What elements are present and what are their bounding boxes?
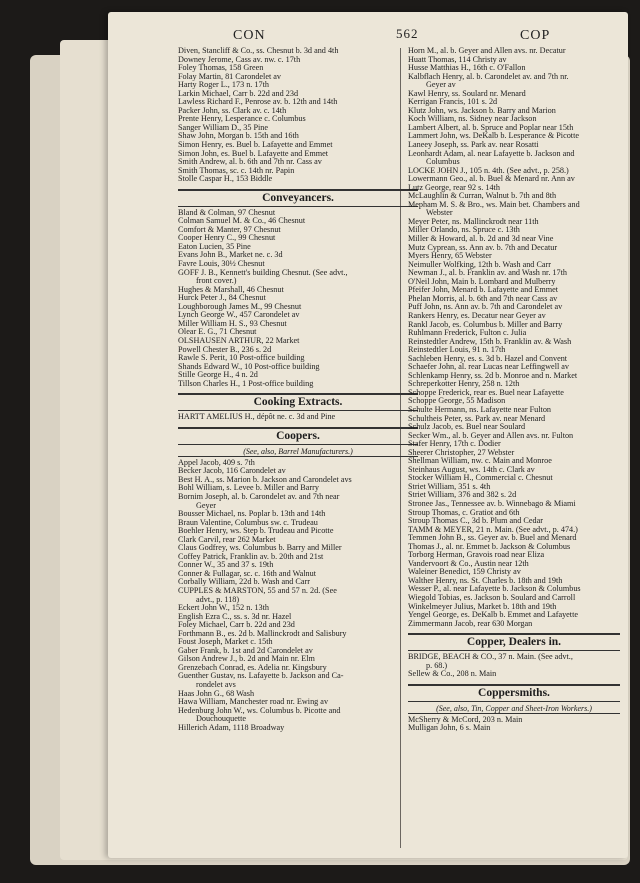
- directory-entry: Walther Henry, ns. St. Charles b. 18th and 19th: [408, 576, 563, 585]
- directory-entry: Conner & Fullagar, sc. c. 16th and Walnut: [178, 569, 317, 578]
- directory-entry: Bohl William, s. Levee b. Miller and Barry: [178, 484, 319, 493]
- directory-entry: Favre Louis, 30½ Chesnut: [178, 260, 265, 269]
- directory-entry: Lawless Richard F., Penrose av. b. 12th and 14th: [178, 98, 338, 107]
- directory-entry: Eaton Lucien, 35 Pine: [178, 242, 251, 251]
- directory-entry: Husse Matthias H., 16th c. O'Fallon: [408, 64, 526, 73]
- directory-entry: Becker Jacob, 116 Carondelet av: [178, 467, 286, 476]
- directory-entry: Horn M., al. b. Geyer and Allen avs. nr. Decatur: [408, 47, 566, 55]
- directory-entry: Prente Henry, Lesperance c. Columbus: [178, 115, 306, 124]
- directory-entry: Ruhlmann Frederick, Fulton c. Julia: [408, 329, 527, 338]
- directory-entry: Winkelmeyer Julius, Market b. 18th and 19th: [408, 602, 557, 611]
- directory-entry: Newman J., al. b. Franklin av. and Wash nr. 17th: [408, 269, 567, 278]
- section-title-coopers: Coopers.: [178, 427, 418, 445]
- directory-entry: Secker Wm., al. b. Geyer and Allen avs. nr. Fulton: [408, 431, 574, 440]
- directory-entry: Shaw John, Morgan b. 15th and 16th: [178, 132, 299, 141]
- right-column: [408, 47, 620, 733]
- section-title-conveyancers: Conveyancers.: [178, 189, 418, 207]
- directory-entry: Stolle Caspar H., 153 Biddle: [178, 175, 273, 184]
- directory-entry: Leonhardt Adam, al. near Lafayette b. Jackson and: [408, 149, 575, 158]
- directory-entry: Temmen John B., ss. Geyer av. b. Buel and Menard: [408, 534, 577, 543]
- directory-entry: Stroup Thomas, c. Gratiot and 6th: [408, 508, 520, 517]
- directory-entry: Gaber Frank, b. 1st and 2d Carondelet av: [178, 646, 313, 655]
- directory-entry: Eckert John W., 152 n. 13th: [178, 604, 269, 613]
- directory-entry: Bousser Michael, ns. Poplar b. 13th and 14th: [178, 510, 326, 519]
- directory-entry: Douchouquette: [196, 715, 247, 724]
- directory-entry: Foley Michael, Carr b. 22d and 23d: [178, 621, 295, 630]
- directory-entry: Best H. A., ss. Marion b. Jackson and Carondelet avs: [178, 475, 352, 484]
- directory-entry: Rankers Henry, es. Decatur near Geyer av: [408, 311, 546, 320]
- list-block: [408, 716, 620, 733]
- directory-entry: Guenther Gustav, ns. Lafayette b. Jackson and Ca-: [178, 672, 344, 681]
- list-block: [408, 653, 620, 679]
- directory-entry: GOFF J. B., Kennett's building Chesnut. (See advt.,: [178, 268, 348, 277]
- list-block: [178, 47, 418, 184]
- page-number: 562: [396, 26, 419, 41]
- directory-entry: LOCKE JOHN J., 105 n. 4th. (See advt., p. 258.): [408, 166, 569, 175]
- section-subtitle-coppersmiths: (See, also, Tin, Copper and Sheet-Iron Workers.): [408, 704, 620, 714]
- running-header: [108, 22, 628, 48]
- directory-entry: Downey Jerome, Cass av. nw. c. 17th: [178, 55, 301, 64]
- directory-entry: Webster: [426, 209, 453, 218]
- directory-entry: Thomas J., al. nr. Emmet b. Jackson & Columbus: [408, 542, 571, 551]
- directory-entry: Shands Edward W., 10 Post-office building: [178, 362, 320, 371]
- section-title-cooking-extracts: Cooking Extracts.: [178, 393, 418, 411]
- directory-entry: Hillerich Adam, 1118 Broadway: [178, 723, 285, 732]
- directory-entry: Miller William H. S., 93 Chesnut: [178, 319, 287, 328]
- directory-entry: Striet William, 376 and 382 s. 2d: [408, 491, 517, 500]
- directory-entry: Loughborough James M., 99 Chesnut: [178, 302, 302, 311]
- directory-entry: Stafer Henry, 17th c. Dodier: [408, 440, 501, 449]
- section-title-coppersmiths: Coppersmiths.: [408, 684, 620, 702]
- directory-entry: Schulz Jacob, es. Buel near Soulard: [408, 423, 526, 432]
- directory-entry: Stocker William H., Commercial c. Chesnut: [408, 474, 553, 483]
- directory-entry: Meyer Peter, ns. Mallinckrodt near 11th: [408, 217, 539, 226]
- directory-entry: TAMM & MEYER, 21 n. Main. (See advt., p. 474.): [408, 525, 578, 534]
- directory-entry: p. 68.): [426, 661, 448, 670]
- directory-entry: Cooper Henry C., 99 Chesnut: [178, 234, 276, 243]
- directory-entry: Geyer av: [426, 81, 456, 90]
- directory-entry: Simon John, es. Buel b. Lafayette and Emmet: [178, 149, 329, 158]
- directory-entry: Sheerer Christopher, 27 Webster: [408, 448, 515, 457]
- directory-entry: Powell Chester B., 236 s. 2d: [178, 345, 272, 354]
- directory-entry: Lynch George W., 457 Carondelet av: [178, 311, 300, 320]
- directory-entry: Foley Thomas, 158 Green: [178, 64, 264, 73]
- directory-entry: Neimuller Wolfking, 12th b. Wash and Carr: [408, 260, 551, 269]
- directory-entry: Stronee Jas., Tennessee av. b. Winnebago & Miami: [408, 499, 576, 508]
- directory-entry: Sachleben Henry, es. s. 3d b. Hazel and Convent: [408, 354, 568, 363]
- directory-entry: Simon Henry, es. Buel b. Lafayette and Emmet: [178, 141, 333, 150]
- directory-entry: Appel Jacob, 409 s. 7th: [178, 458, 255, 467]
- directory-entry: Miller & Howard, al. b. 2d and 3d near Vine: [408, 235, 554, 244]
- directory-entry: Puff John, ns. Ann av. b. 7th and Carondelet av: [408, 303, 563, 312]
- directory-entry: Schaefer John, al. rear Lucas near Leffingwell av: [408, 363, 570, 372]
- directory-entry: Columbus: [426, 158, 460, 167]
- directory-entry: Mulligan John, 6 s. Main: [408, 724, 491, 733]
- directory-page: [108, 12, 628, 858]
- directory-entry: Tillson Charles H., 1 Post-office building: [178, 379, 314, 388]
- directory-entry: Myers Henry, 65 Webster: [408, 252, 492, 261]
- directory-entry: OLSHAUSEN ARTHUR, 22 Market: [178, 336, 300, 345]
- directory-entry: Evans John B., Market ne. c. 3d: [178, 251, 283, 260]
- directory-entry: Lutz George, rear 92 s. 14th: [408, 183, 500, 192]
- directory-entry: Rankl Jacob, es. Columbus b. Miller and Barry: [408, 320, 563, 329]
- list-block: [178, 413, 418, 422]
- directory-entry: Schoppe George, 55 Madison: [408, 397, 506, 406]
- section-subtitle-coopers: (See, also, Barrel Manufacturers.): [178, 447, 418, 457]
- directory-entry: Grenzebach Conrad, es. Adelia nr. Kingsbury: [178, 663, 327, 672]
- directory-entry: Torborg Herman, Gravois road near Eliza: [408, 551, 545, 560]
- directory-entry: Waleiner Benedict, 159 Christy av: [408, 568, 521, 577]
- directory-entry: Sellew & Co., 208 n. Main: [408, 670, 497, 679]
- directory-entry: rondelet avs: [196, 681, 236, 689]
- directory-entry: Packer John, ss. Clark av. c. 14th: [178, 106, 287, 115]
- directory-entry: Geyer: [196, 501, 217, 510]
- section-title-copper-dealers: Copper, Dealers in.: [408, 633, 620, 651]
- directory-entry: Rawle S. Perit, 10 Post-office building: [178, 354, 305, 363]
- directory-entry: Shellman William, nw. c. Main and Monroe: [408, 457, 552, 466]
- directory-entry: BRIDGE, BEACH & CO., 37 n. Main. (See advt.,: [408, 653, 573, 662]
- list-block: [178, 209, 418, 388]
- directory-entry: CUPPLES & MARSTON, 55 and 57 n. 2d. (See: [178, 586, 337, 595]
- directory-entry: Conner W., 35 and 37 s. 19th: [178, 561, 274, 570]
- directory-entry: Stille George H., 4 n. 2d: [178, 371, 258, 380]
- directory-entry: Lowermann Geo., al. b. Buel & Menard nr. Ann av: [408, 175, 575, 184]
- directory-entry: McSherry & McCord, 203 n. Main: [408, 715, 523, 724]
- directory-entry: Sanger William D., 35 Pine: [178, 123, 269, 132]
- directory-entry: Bornim Joseph, al. b. Carondelet av. and 7th near: [178, 492, 340, 501]
- directory-entry: Claus Godfrey, ws. Columbus b. Barry and Miller: [178, 544, 342, 553]
- list-block: [178, 459, 418, 733]
- directory-entry: Hurck Peter J., 84 Chesnut: [178, 294, 266, 303]
- left-column: [178, 47, 418, 732]
- directory-entry: Striet William, 351 s. 4th: [408, 482, 491, 491]
- directory-entry: advt., p. 118): [196, 595, 240, 604]
- directory-entry: Foust Joseph, Market c. 15th: [178, 638, 273, 647]
- directory-entry: Huatt Thomas, 114 Christy av: [408, 55, 507, 64]
- directory-entry: front cover.): [196, 277, 237, 286]
- directory-entry: Wiegold Tobias, es. Jackson b. Soulard and Carroll: [408, 594, 576, 602]
- directory-entry: Colman Samuel M. & Co., 46 Chesnut: [178, 217, 306, 226]
- directory-entry: Schoppe Frederick, rear es. Buel near Lafayette: [408, 388, 564, 397]
- directory-entry: Schreperkotter Henry, 258 n. 12th: [408, 380, 520, 389]
- directory-entry: Miller Orlando, ns. Spruce c. 13th: [408, 226, 520, 235]
- directory-entry: Schulte Hermann, ns. Lafayette near Fulton: [408, 405, 552, 414]
- directory-entry: Hawa William, Manchester road nr. Ewing av: [178, 698, 329, 707]
- directory-entry: Schlenkamp Henry, ss. 2d b. Monroe and n. Market: [408, 371, 578, 380]
- directory-entry: Pfeifer John, Menard b. Lafayette and Emmet: [408, 286, 559, 295]
- directory-entry: Braun Valentine, Columbus sw. c. Trudeau: [178, 518, 318, 527]
- directory-entry: Schultheis Peter, ss. Park av. near Menard: [408, 414, 546, 423]
- directory-entry: Larkin Michael, Carr b. 22d and 23d: [178, 89, 299, 98]
- directory-entry: McLaughlin & Curran, Walnut b. 7th and 8th: [408, 192, 557, 201]
- directory-entry: Kerrigan Francis, 101 s. 2d: [408, 98, 498, 107]
- directory-entry: Klutz John, ws. Jackson b. Barry and Marion: [408, 106, 556, 115]
- directory-entry: Vandervoort & Co., Austin near 12th: [408, 559, 529, 568]
- directory-entry: HARTT AMELIUS H., dépôt ne. c. 3d and Pine: [178, 413, 336, 422]
- directory-entry: Diven, Stancliff & Co., ss. Chesnut b. 3d and 4th: [178, 47, 339, 55]
- directory-entry: Kalbflach Henry, al. b. Carondelet av. and 7th nr.: [408, 72, 569, 81]
- directory-entry: Coffey Patrick, Franklin av. b. 20th and 21st: [178, 552, 324, 561]
- directory-entry: Olear E. G., 71 Chesnut: [178, 328, 257, 337]
- directory-entry: English Ezra C., ss. s. 3d nr. Hazel: [178, 612, 292, 621]
- directory-entry: Reinstedtler Louis, 91 n. 17th: [408, 346, 506, 355]
- header-left: CON: [233, 28, 266, 43]
- directory-entry: Boehler Henry, ws. Step b. Trudeau and Picotte: [178, 527, 334, 536]
- directory-entry: Wesser P., al. near Lafayette b. Jackson & Columbus: [408, 585, 581, 594]
- directory-entry: Lammert John, ws. DeKalb b. Lesperance & Picotte: [408, 132, 579, 141]
- directory-entry: Yengel George, es. DeKalb b. Emmet and Lafayette: [408, 611, 578, 620]
- directory-entry: Harty Roger L., 173 n. 17th: [178, 81, 269, 90]
- directory-entry: Stroup Thomas C., 3d b. Plum and Cedar: [408, 517, 543, 526]
- directory-entry: Mutz Cyprean, ss. Ann av. b. 7th and Decatur: [408, 243, 558, 252]
- directory-entry: Kawl Henry, ss. Soulard nr. Menard: [408, 89, 526, 98]
- directory-entry: Laneey Joseph, ss. Park av. near Rosatti: [408, 141, 539, 150]
- directory-entry: Smith Thomas, sc. c. 14th nr. Papin: [178, 166, 295, 175]
- directory-entry: O'Neil John, Main b. Lombard and Mulberry: [408, 277, 556, 286]
- directory-entry: Steinhaus August, ws. 14th c. Clark av: [408, 465, 535, 474]
- directory-entry: Forthmann B., es. 2d b. Mallinckrodt and Salisbury: [178, 629, 347, 638]
- directory-entry: Koch William, ns. Sidney near Jackson: [408, 115, 537, 124]
- directory-entry: Hedenburg John W., ws. Columbus b. Picotte and: [178, 706, 341, 715]
- directory-entry: Haas John G., 68 Wash: [178, 689, 255, 698]
- directory-entry: Reinstedtler Andrew, 15th b. Franklin av. & Wash: [408, 337, 572, 346]
- directory-entry: Folay Martin, 81 Carondelet av: [178, 72, 282, 81]
- directory-entry: Bland & Colman, 97 Chesnut: [178, 208, 276, 217]
- directory-entry: Zimmermann Jacob, rear 630 Morgan: [408, 619, 533, 628]
- directory-entry: Hughes & Marshall, 46 Chesnut: [178, 285, 284, 294]
- directory-entry: Mepham M. S. & Bro., ws. Main bet. Chambers and: [408, 200, 580, 209]
- directory-entry: Gilson Andrew J., b. 2d and Main nr. Elm: [178, 655, 315, 664]
- directory-entry: Phelan Morris, al. b. 6th and 7th near Cass av: [408, 294, 558, 303]
- list-block: [408, 47, 620, 628]
- directory-entry: Comfort & Manter, 97 Chesnut: [178, 225, 281, 234]
- directory-entry: Corbally William, 22d b. Wash and Carr: [178, 578, 310, 587]
- directory-entry: Smith Andrew, al. b. 6th and 7th nr. Cass av: [178, 158, 322, 167]
- directory-entry: Lambert Albert, al. b. Spruce and Poplar near 15th: [408, 123, 574, 132]
- directory-entry: Clark Carvil, rear 262 Market: [178, 535, 276, 544]
- header-right: COP: [520, 28, 551, 43]
